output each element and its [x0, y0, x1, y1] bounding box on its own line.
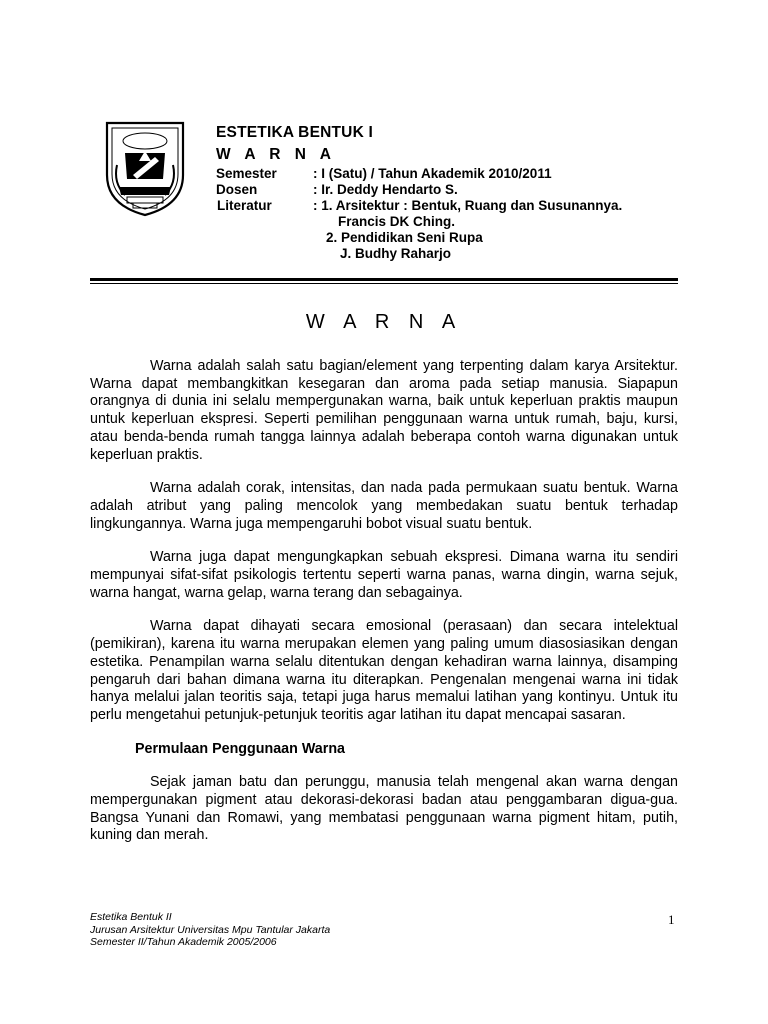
body-text [90, 358, 678, 861]
page-number: 1 [668, 912, 675, 927]
course-subtitle: W A R N A [216, 146, 336, 163]
semester-label: Semester [216, 166, 277, 181]
header-divider-thin [90, 283, 678, 284]
university-emblem-icon [103, 117, 187, 217]
paragraph: Warna adalah salah satu bagian/element yang terpenting dalam karya Arsitektur. Warna dapat membangkitkan kesegaran dan aroma pada setiap manusia. Siapapun orangnya di dunia ini selalu mempergunakan warna, baik untuk keperluan praktis maupun untuk keperluan ekspresi. Seperti pemilihan penggunaan warna untuk rumah, baju, kursi, atau benda-benda rumah tangga lainnya adalah beberapa contoh warna digunakan untuk keperluan praktis. [90, 358, 678, 463]
dosen-label: Dosen [216, 182, 258, 197]
paragraph: Warna juga dapat mengungkapkan sebuah ekspresi. Dimana warna itu sendiri mempunyai sifat-sifat psikologis tertentu seperti warna panas, warna dingin, warna sejuk, warna hangat, warna gelap, warna terang dan sebagainya. [90, 549, 678, 601]
course-title: ESTETIKA BENTUK I [216, 124, 373, 141]
paragraph: Warna dapat dihayati secara emosional (perasaan) dan secara intelektual (pemikiran), karena itu warna merupakan elemen yang paling umum diasosiasikan dengan estetika. Penampilan warna selalu ditentukan dengan kehadiran warna lainnya, disamping pengaruh dari bahan dimana warna itu diterapkan. Pengenalan mengenai warna ini tidak hanya melalui jalan teoritis saja, tetapi juga harus memalui latihan yang kontinyu. Untuk itu perlu mengetahui petunjuk-petunjuk teoritis agar latihan itu dapat mencapai sasaran. [90, 618, 678, 723]
section-heading: Permulaan Penggunaan Warna [135, 740, 345, 757]
literature-line: 2. Pendidikan Seni Rupa [326, 230, 483, 245]
footer-line: Jurusan Arsitektur Universitas Mpu Tantular Jakarta [90, 923, 331, 936]
literatur-label: Literatur [217, 198, 272, 213]
literature-line: Francis DK Ching. [338, 214, 456, 229]
footer-line: Estetika Bentuk II [90, 911, 172, 923]
literatur-value: : 1. Arsitektur : Bentuk, Ruang dan Susunannya. [313, 198, 623, 213]
semester-value: : I (Satu) / Tahun Akademik 2010/2011 [313, 166, 552, 181]
header-divider [90, 278, 678, 281]
literature-line: J. Budhy Raharjo [340, 246, 452, 261]
main-title: W A R N A [305, 311, 463, 333]
footer-line: Semester II/Tahun Akademik 2005/2006 [90, 936, 277, 948]
dosen-value: : Ir. Deddy Hendarto S. [313, 182, 458, 197]
page-footer [90, 911, 330, 949]
paragraph: Sejak jaman batu dan perunggu, manusia telah mengenal akan warna dengan mempergunakan pigment atau dekorasi-dekorasi badan atau penggambaran digua-gua. Bangsa Yunani dan Romawi, yang membatasi penggunaan warna pigment hitam, putih, kuning dan merah. [90, 774, 678, 844]
paragraph: Warna adalah corak, intensitas, dan nada pada permukaan suatu bentuk. Warna adalah atribut yang paling mencolok yang membedakan suatu bentuk terhadap lingkungannya. Warna juga mempengaruhi bobot visual suatu bentuk. [90, 480, 678, 532]
